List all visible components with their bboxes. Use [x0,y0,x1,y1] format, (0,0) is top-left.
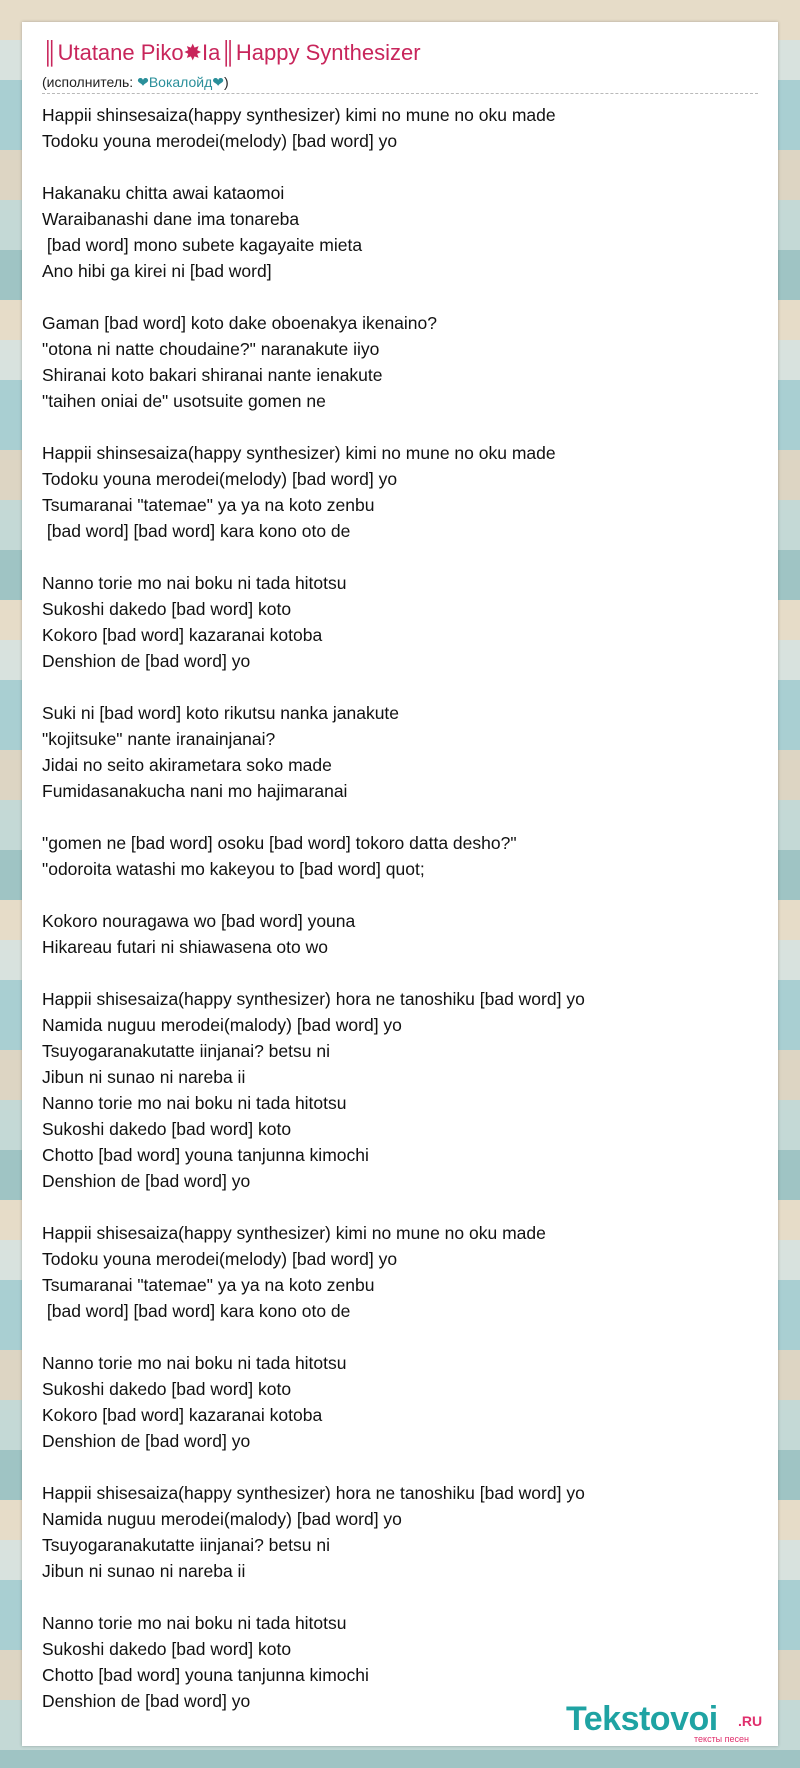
site-logo[interactable] [566,1700,766,1760]
lyric-line: Suki ni [bad word] koto rikutsu nanka janakute [42,703,400,723]
lyrics-body [42,102,758,1714]
lyric-line: Sukoshi dakedo [bad word] koto [42,1639,292,1659]
lyric-line: Happii shisesaiza(happy synthesizer) hora ne tanoshiku [bad word] yo [42,1483,585,1503]
lyric-line: Chotto [bad word] youna tanjunna kimochi [42,1665,369,1685]
song-title: ║Utatane Piko✸Ia║Happy Synthesizer [42,40,421,65]
stanza-break [42,804,758,830]
lyric-line: "odoroita watashi mo kakeyou to [bad word] quot; [42,859,425,879]
lyric-line: Tsuyogaranakutatte iinjanai? betsu ni [42,1535,330,1555]
lyric-line: Hakanaku chitta awai kataomoi [42,183,285,203]
lyric-line: Jibun ni sunao ni nareba ii [42,1067,246,1087]
lyric-line: Denshion de [bad word] yo [42,1691,251,1711]
lyric-line: Kokoro nouragawa wo [bad word] youna [42,911,356,931]
lyrics-card [22,22,778,1746]
lyric-line: Nanno torie mo nai boku ni tada hitotsu [42,573,347,593]
lyric-line: "gomen ne [bad word] osoku [bad word] tokoro datta desho?" [42,833,517,853]
stanza-break [42,414,758,440]
lyric-line: Kokoro [bad word] kazaranai kotoba [42,1405,323,1425]
lyric-line: Todoku youna merodei(melody) [bad word] yo [42,469,398,489]
lyric-line: Nanno torie mo nai boku ni tada hitotsu [42,1093,347,1113]
lyric-line: Denshion de [bad word] yo [42,1431,251,1451]
lyric-line: Waraibanashi dane ima tonareba [42,209,300,229]
stanza-break [42,544,758,570]
lyric-line: Kokoro [bad word] kazaranai kotoba [42,625,323,645]
lyric-line: Gaman [bad word] koto dake oboenakya ikenaino? [42,313,437,333]
logo-tagline: тексты песен [694,1734,750,1744]
lyric-line: Fumidasanakucha nani mo hajimaranai [42,781,348,801]
lyric-line: Sukoshi dakedo [bad word] koto [42,1119,292,1139]
lyric-line: [bad word] mono subete kagayaite mieta [42,235,363,255]
logo-tld: .RU [738,1713,763,1729]
lyric-line: Namida nuguu merodei(malody) [bad word] yo [42,1509,402,1529]
artist-suffix: ) [224,74,229,90]
lyric-line: "otona ni natte choudaine?" naranakute iiyo [42,339,380,359]
stanza-break [42,882,758,908]
stanza-break [42,1454,758,1480]
header-divider [42,93,758,94]
lyric-line: Tsumaranai "tatemae" ya ya na koto zenbu [42,1275,375,1295]
lyric-line: "taihen oniai de" usotsuite gomen ne [42,391,326,411]
lyric-line: Denshion de [bad word] yo [42,651,251,671]
stanza-break [42,1194,758,1220]
lyric-line: [bad word] [bad word] kara kono oto de [42,1301,351,1321]
lyric-line: Jibun ni sunao ni nareba ii [42,1561,246,1581]
artist-line [42,74,229,91]
lyric-line: Tsumaranai "tatemae" ya ya na koto zenbu [42,495,375,515]
lyric-line: Sukoshi dakedo [bad word] koto [42,1379,292,1399]
lyric-line: Ano hibi ga kirei ni [bad word] [42,261,272,281]
lyric-line: Nanno torie mo nai boku ni tada hitotsu [42,1353,347,1373]
lyric-line: "kojitsuke" nante iranainjanai? [42,729,276,749]
lyric-line: Denshion de [bad word] yo [42,1171,251,1191]
lyric-line: Shiranai koto bakari shiranai nante ienakute [42,365,383,385]
stanza-break [42,1584,758,1610]
lyric-line: Chotto [bad word] youna tanjunna kimochi [42,1145,369,1165]
stanza-break [42,154,758,180]
artist-prefix: (исполнитель: [42,74,138,90]
lyric-line: Happii shisesaiza(happy synthesizer) hora ne tanoshiku [bad word] yo [42,989,585,1009]
stanza-break [42,674,758,700]
lyric-line: Happii shinsesaiza(happy synthesizer) kimi no mune no oku made [42,443,556,463]
lyric-line: Tsuyogaranakutatte iinjanai? betsu ni [42,1041,330,1061]
artist-link[interactable]: ❤Вокалойд❤ [137,74,224,90]
lyric-line: Namida nuguu merodei(malody) [bad word] yo [42,1015,402,1035]
lyric-line: Hikareau futari ni shiawasena oto wo [42,937,328,957]
lyric-line: Nanno torie mo nai boku ni tada hitotsu [42,1613,347,1633]
stanza-break [42,960,758,986]
stanza-break [42,284,758,310]
lyric-line: Sukoshi dakedo [bad word] koto [42,599,292,619]
lyric-line: Todoku youna merodei(melody) [bad word] yo [42,131,398,151]
lyric-line: Happii shinsesaiza(happy synthesizer) kimi no mune no oku made [42,105,556,125]
lyric-line: Jidai no seito akirametara soko made [42,755,332,775]
lyric-line: [bad word] [bad word] kara kono oto de [42,521,351,541]
stanza-break [42,1324,758,1350]
logo-wordmark: Tekstovoi [566,1700,718,1738]
lyric-line: Happii shisesaiza(happy synthesizer) kimi no mune no oku made [42,1223,546,1243]
lyric-line: Todoku youna merodei(melody) [bad word] yo [42,1249,398,1269]
